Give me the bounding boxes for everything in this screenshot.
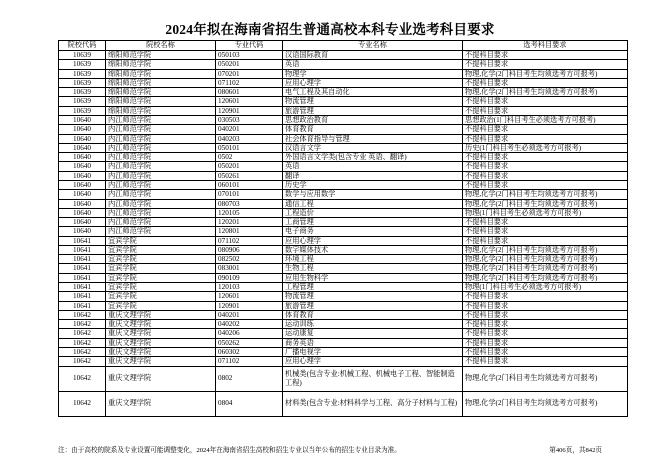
cell-school-code: 10640 bbox=[59, 208, 106, 217]
cell-school-name: 重庆文理学院 bbox=[106, 391, 216, 416]
cell-major-name: 工程管理 bbox=[283, 283, 463, 292]
cell-major-name: 物理学 bbox=[283, 69, 463, 78]
cell-requirement: 物理,化学(2门科目考生均须选考方可报考) bbox=[463, 366, 628, 391]
cell-requirement: 不提科目要求 bbox=[463, 60, 628, 69]
cell-school-code: 10642 bbox=[59, 391, 106, 416]
table-row bbox=[59, 236, 628, 245]
cell-school-code: 10641 bbox=[59, 273, 106, 282]
cell-major-code: 120601 bbox=[216, 292, 283, 301]
table-row bbox=[59, 245, 628, 254]
cell-major-name: 工程造价 bbox=[283, 208, 463, 217]
column-header-school-name: 院校名称 bbox=[106, 41, 216, 51]
table-body bbox=[59, 51, 628, 417]
cell-school-name: 宜宾学院 bbox=[106, 301, 216, 310]
cell-requirement: 历史(1门科目考生必须选考方可报考) bbox=[463, 143, 628, 152]
footer-page-number: 第406页，共842页 bbox=[549, 447, 602, 454]
cell-school-code: 10642 bbox=[59, 320, 106, 329]
cell-major-name: 汉语国际教育 bbox=[283, 51, 463, 60]
cell-major-name: 广播电视学 bbox=[283, 348, 463, 357]
table-row bbox=[59, 283, 628, 292]
cell-major-name: 数学与应用数学 bbox=[283, 190, 463, 199]
cell-school-name: 宜宾学院 bbox=[106, 245, 216, 254]
table-row bbox=[59, 348, 628, 357]
cell-major-code: 030503 bbox=[216, 115, 283, 124]
cell-major-code: 083001 bbox=[216, 264, 283, 273]
cell-school-name: 宜宾学院 bbox=[106, 292, 216, 301]
cell-major-name: 电子商务 bbox=[283, 227, 463, 236]
cell-school-name: 内江师范学院 bbox=[106, 125, 216, 134]
cell-school-code: 10642 bbox=[59, 348, 106, 357]
cell-major-name: 社会体育指导与管理 bbox=[283, 134, 463, 143]
cell-major-code: 090109 bbox=[216, 273, 283, 282]
cell-requirement: 不提科目要求 bbox=[463, 329, 628, 338]
cell-major-code: 060101 bbox=[216, 180, 283, 189]
cell-requirement: 不提科目要求 bbox=[463, 171, 628, 180]
cell-requirement: 物理,化学(2门科目考生均须选考方可报考) bbox=[463, 391, 628, 416]
cell-requirement: 不提科目要求 bbox=[463, 348, 628, 357]
cell-major-code: 040201 bbox=[216, 125, 283, 134]
table-row bbox=[59, 292, 628, 301]
table-row bbox=[59, 391, 628, 416]
cell-major-name: 汉语言文学 bbox=[283, 143, 463, 152]
cell-major-name: 运动训练 bbox=[283, 320, 463, 329]
cell-school-code: 10640 bbox=[59, 190, 106, 199]
cell-major-code: 080601 bbox=[216, 88, 283, 97]
table-row bbox=[59, 125, 628, 134]
cell-major-code: 040202 bbox=[216, 320, 283, 329]
table-row bbox=[59, 180, 628, 189]
cell-school-code: 10641 bbox=[59, 301, 106, 310]
cell-major-code: 040206 bbox=[216, 329, 283, 338]
table-row bbox=[59, 143, 628, 152]
cell-major-code: 050201 bbox=[216, 60, 283, 69]
cell-school-name: 宜宾学院 bbox=[106, 273, 216, 282]
cell-requirement: 不提科目要求 bbox=[463, 51, 628, 60]
cell-major-name: 应用心理学 bbox=[283, 236, 463, 245]
table-row bbox=[59, 88, 628, 97]
cell-major-name: 材料类(包含专业:材料科学与工程、高分子材料与工程) bbox=[283, 391, 463, 416]
cell-major-name: 外国语言文学类(包含专业 英语、翻译) bbox=[283, 153, 463, 162]
cell-major-code: 050101 bbox=[216, 143, 283, 152]
cell-school-code: 10642 bbox=[59, 357, 106, 366]
cell-school-code: 10642 bbox=[59, 310, 106, 319]
cell-major-code: 060302 bbox=[216, 348, 283, 357]
cell-requirement: 物理,化学(2门科目考生均须选考方可报考) bbox=[463, 199, 628, 208]
cell-school-name: 绵阳师范学院 bbox=[106, 88, 216, 97]
cell-major-code: 071102 bbox=[216, 78, 283, 87]
cell-school-name: 重庆文理学院 bbox=[106, 310, 216, 319]
cell-requirement: 不提科目要求 bbox=[463, 97, 628, 106]
cell-major-name: 历史学 bbox=[283, 180, 463, 189]
table-row bbox=[59, 69, 628, 78]
cell-major-name: 运动康复 bbox=[283, 329, 463, 338]
cell-major-name: 思想政治教育 bbox=[283, 115, 463, 124]
cell-major-name: 翻译 bbox=[283, 171, 463, 180]
cell-school-name: 宜宾学院 bbox=[106, 264, 216, 273]
cell-school-code: 10641 bbox=[59, 283, 106, 292]
cell-requirement: 不提科目要求 bbox=[463, 125, 628, 134]
cell-school-name: 内江师范学院 bbox=[106, 115, 216, 124]
cell-major-name: 机械类(包含专业:机械工程、机械电子工程、智能制造工程) bbox=[283, 366, 463, 391]
cell-school-name: 绵阳师范学院 bbox=[106, 106, 216, 115]
table-row bbox=[59, 255, 628, 264]
cell-major-code: 050201 bbox=[216, 162, 283, 171]
table-row bbox=[59, 97, 628, 106]
cell-requirement: 不提科目要求 bbox=[463, 310, 628, 319]
table-row bbox=[59, 357, 628, 366]
cell-requirement: 物理(1门科目考生必须选考方可报考) bbox=[463, 208, 628, 217]
cell-requirement: 不提科目要求 bbox=[463, 320, 628, 329]
cell-major-code: 050261 bbox=[216, 171, 283, 180]
cell-school-code: 10639 bbox=[59, 88, 106, 97]
cell-major-code: 070201 bbox=[216, 69, 283, 78]
cell-school-code: 10641 bbox=[59, 236, 106, 245]
table-row bbox=[59, 208, 628, 217]
cell-requirement: 不提科目要求 bbox=[463, 338, 628, 347]
cell-school-code: 10639 bbox=[59, 97, 106, 106]
cell-school-name: 绵阳师范学院 bbox=[106, 60, 216, 69]
cell-school-name: 内江师范学院 bbox=[106, 162, 216, 171]
cell-school-code: 10639 bbox=[59, 106, 106, 115]
cell-school-code: 10642 bbox=[59, 338, 106, 347]
table-header-row bbox=[59, 41, 628, 51]
cell-school-code: 10640 bbox=[59, 134, 106, 143]
cell-major-name: 应用心理学 bbox=[283, 78, 463, 87]
cell-major-code: 120901 bbox=[216, 106, 283, 115]
cell-major-name: 英语 bbox=[283, 60, 463, 69]
cell-school-name: 内江师范学院 bbox=[106, 227, 216, 236]
cell-school-code: 10642 bbox=[59, 366, 106, 391]
cell-requirement: 不提科目要求 bbox=[463, 236, 628, 245]
cell-major-name: 物流管理 bbox=[283, 292, 463, 301]
cell-major-code: 071102 bbox=[216, 236, 283, 245]
table-row bbox=[59, 171, 628, 180]
cell-requirement: 不提科目要求 bbox=[463, 134, 628, 143]
cell-major-code: 050103 bbox=[216, 51, 283, 60]
table-row bbox=[59, 115, 628, 124]
cell-requirement: 物理,化学(2门科目考生均须选考方可报考) bbox=[463, 273, 628, 282]
cell-school-code: 10641 bbox=[59, 264, 106, 273]
table-header bbox=[59, 41, 628, 51]
cell-major-name: 体育教育 bbox=[283, 310, 463, 319]
cell-school-code: 10641 bbox=[59, 292, 106, 301]
column-header-major-name: 专业名称 bbox=[283, 41, 463, 51]
cell-school-name: 重庆文理学院 bbox=[106, 366, 216, 391]
cell-major-code: 120601 bbox=[216, 97, 283, 106]
cell-school-code: 10640 bbox=[59, 153, 106, 162]
page-footer bbox=[58, 444, 602, 454]
cell-requirement: 不提科目要求 bbox=[463, 180, 628, 189]
cell-school-code: 10640 bbox=[59, 199, 106, 208]
column-header-requirement: 选考科目要求 bbox=[463, 41, 628, 51]
cell-school-name: 宜宾学院 bbox=[106, 236, 216, 245]
cell-school-name: 重庆文理学院 bbox=[106, 338, 216, 347]
cell-major-code: 120105 bbox=[216, 208, 283, 217]
cell-school-code: 10639 bbox=[59, 78, 106, 87]
cell-major-code: 080703 bbox=[216, 199, 283, 208]
cell-requirement: 物理,化学(2门科目考生均须选考方可报考) bbox=[463, 245, 628, 254]
table-row bbox=[59, 190, 628, 199]
cell-major-code: 040201 bbox=[216, 310, 283, 319]
cell-school-name: 绵阳师范学院 bbox=[106, 78, 216, 87]
cell-school-code: 10639 bbox=[59, 60, 106, 69]
table-row bbox=[59, 106, 628, 115]
cell-school-name: 内江师范学院 bbox=[106, 134, 216, 143]
cell-requirement: 不提科目要求 bbox=[463, 78, 628, 87]
cell-requirement: 物理,化学(2门科目考生均须选考方可报考) bbox=[463, 88, 628, 97]
table-row bbox=[59, 78, 628, 87]
cell-major-name: 通信工程 bbox=[283, 199, 463, 208]
cell-major-code: 070101 bbox=[216, 190, 283, 199]
cell-school-name: 内江师范学院 bbox=[106, 143, 216, 152]
table-row bbox=[59, 227, 628, 236]
cell-major-name: 应用生物科学 bbox=[283, 273, 463, 282]
table-row bbox=[59, 153, 628, 162]
cell-major-name: 旅游管理 bbox=[283, 301, 463, 310]
cell-major-name: 电气工程及其自动化 bbox=[283, 88, 463, 97]
cell-school-name: 绵阳师范学院 bbox=[106, 69, 216, 78]
cell-major-code: 120103 bbox=[216, 283, 283, 292]
table-row bbox=[59, 51, 628, 60]
cell-requirement: 物理,化学(2门科目考生均须选考方可报考) bbox=[463, 264, 628, 273]
cell-school-code: 10640 bbox=[59, 125, 106, 134]
cell-major-name: 应用心理学 bbox=[283, 357, 463, 366]
cell-requirement: 不提科目要求 bbox=[463, 106, 628, 115]
cell-school-code: 10641 bbox=[59, 255, 106, 264]
cell-requirement: 物理,化学(2门科目考生均须选考方可报考) bbox=[463, 190, 628, 199]
cell-school-name: 内江师范学院 bbox=[106, 190, 216, 199]
footer-note: 注：由于高校的院系及专业设置可能调整变化，2024年在海南省招生高校和招生专业以当年公布的招生专业目录为准。 bbox=[58, 447, 401, 454]
major-requirements-table bbox=[58, 40, 628, 417]
cell-school-name: 内江师范学院 bbox=[106, 218, 216, 227]
cell-school-code: 10639 bbox=[59, 51, 106, 60]
table-row bbox=[59, 60, 628, 69]
cell-requirement: 不提科目要求 bbox=[463, 292, 628, 301]
cell-school-name: 重庆文理学院 bbox=[106, 357, 216, 366]
cell-school-code: 10640 bbox=[59, 171, 106, 180]
cell-major-code: 082502 bbox=[216, 255, 283, 264]
cell-school-name: 重庆文理学院 bbox=[106, 348, 216, 357]
cell-requirement: 不提科目要求 bbox=[463, 218, 628, 227]
cell-requirement: 物理,化学(2门科目考生均须选考方可报考) bbox=[463, 69, 628, 78]
cell-major-code: 0804 bbox=[216, 391, 283, 416]
table-row bbox=[59, 338, 628, 347]
cell-major-name: 生物工程 bbox=[283, 264, 463, 273]
cell-school-code: 10642 bbox=[59, 329, 106, 338]
cell-school-code: 10640 bbox=[59, 143, 106, 152]
page-title: 2024年拟在海南省招生普通高校本科专业选考科目要求 bbox=[165, 22, 495, 37]
cell-major-name: 数字媒体技术 bbox=[283, 245, 463, 254]
cell-major-code: 071102 bbox=[216, 357, 283, 366]
cell-school-name: 内江师范学院 bbox=[106, 153, 216, 162]
cell-school-name: 重庆文理学院 bbox=[106, 329, 216, 338]
cell-major-name: 工商管理 bbox=[283, 218, 463, 227]
table-row bbox=[59, 366, 628, 391]
cell-school-code: 10640 bbox=[59, 180, 106, 189]
cell-major-code: 120901 bbox=[216, 301, 283, 310]
cell-school-name: 绵阳师范学院 bbox=[106, 97, 216, 106]
cell-requirement: 思想政治(1门科目考生必须选考方可报考) bbox=[463, 115, 628, 124]
cell-major-name: 物流管理 bbox=[283, 97, 463, 106]
cell-school-name: 内江师范学院 bbox=[106, 171, 216, 180]
table-row bbox=[59, 134, 628, 143]
cell-requirement: 不提科目要求 bbox=[463, 153, 628, 162]
cell-school-code: 10640 bbox=[59, 162, 106, 171]
cell-school-code: 10640 bbox=[59, 227, 106, 236]
cell-major-name: 环境工程 bbox=[283, 255, 463, 264]
table-row bbox=[59, 218, 628, 227]
table-row bbox=[59, 199, 628, 208]
cell-major-name: 体育教育 bbox=[283, 125, 463, 134]
cell-school-name: 绵阳师范学院 bbox=[106, 51, 216, 60]
table-row bbox=[59, 320, 628, 329]
table-row bbox=[59, 264, 628, 273]
table-row bbox=[59, 162, 628, 171]
cell-requirement: 不提科目要求 bbox=[463, 227, 628, 236]
major-requirements-table-wrapper bbox=[58, 40, 602, 417]
cell-school-code: 10640 bbox=[59, 218, 106, 227]
table-row bbox=[59, 329, 628, 338]
cell-school-code: 10641 bbox=[59, 245, 106, 254]
column-header-major-code: 专业代码 bbox=[216, 41, 283, 51]
table-row bbox=[59, 301, 628, 310]
cell-major-name: 商务英语 bbox=[283, 338, 463, 347]
table-row bbox=[59, 310, 628, 319]
cell-requirement: 不提科目要求 bbox=[463, 162, 628, 171]
cell-major-name: 旅游管理 bbox=[283, 106, 463, 115]
cell-major-code: 050262 bbox=[216, 338, 283, 347]
cell-school-code: 10640 bbox=[59, 115, 106, 124]
cell-school-name: 内江师范学院 bbox=[106, 180, 216, 189]
column-header-school-code: 院校代码 bbox=[59, 41, 106, 51]
cell-major-code: 0802 bbox=[216, 366, 283, 391]
cell-school-name: 内江师范学院 bbox=[106, 199, 216, 208]
cell-major-name: 英语 bbox=[283, 162, 463, 171]
cell-school-name: 宜宾学院 bbox=[106, 255, 216, 264]
cell-major-code: 040203 bbox=[216, 134, 283, 143]
cell-major-code: 080906 bbox=[216, 245, 283, 254]
cell-school-name: 重庆文理学院 bbox=[106, 320, 216, 329]
cell-requirement: 不提科目要求 bbox=[463, 301, 628, 310]
cell-requirement: 不提科目要求 bbox=[463, 357, 628, 366]
cell-school-name: 宜宾学院 bbox=[106, 283, 216, 292]
cell-school-name: 内江师范学院 bbox=[106, 208, 216, 217]
cell-requirement: 物理(1门科目考生必须选考方可报考) bbox=[463, 283, 628, 292]
cell-school-code: 10639 bbox=[59, 69, 106, 78]
table-row bbox=[59, 273, 628, 282]
cell-requirement: 物理,化学(2门科目考生均须选考方可报考) bbox=[463, 255, 628, 264]
cell-major-code: 120201 bbox=[216, 218, 283, 227]
cell-major-code: 120801 bbox=[216, 227, 283, 236]
cell-major-code: 0502 bbox=[216, 153, 283, 162]
